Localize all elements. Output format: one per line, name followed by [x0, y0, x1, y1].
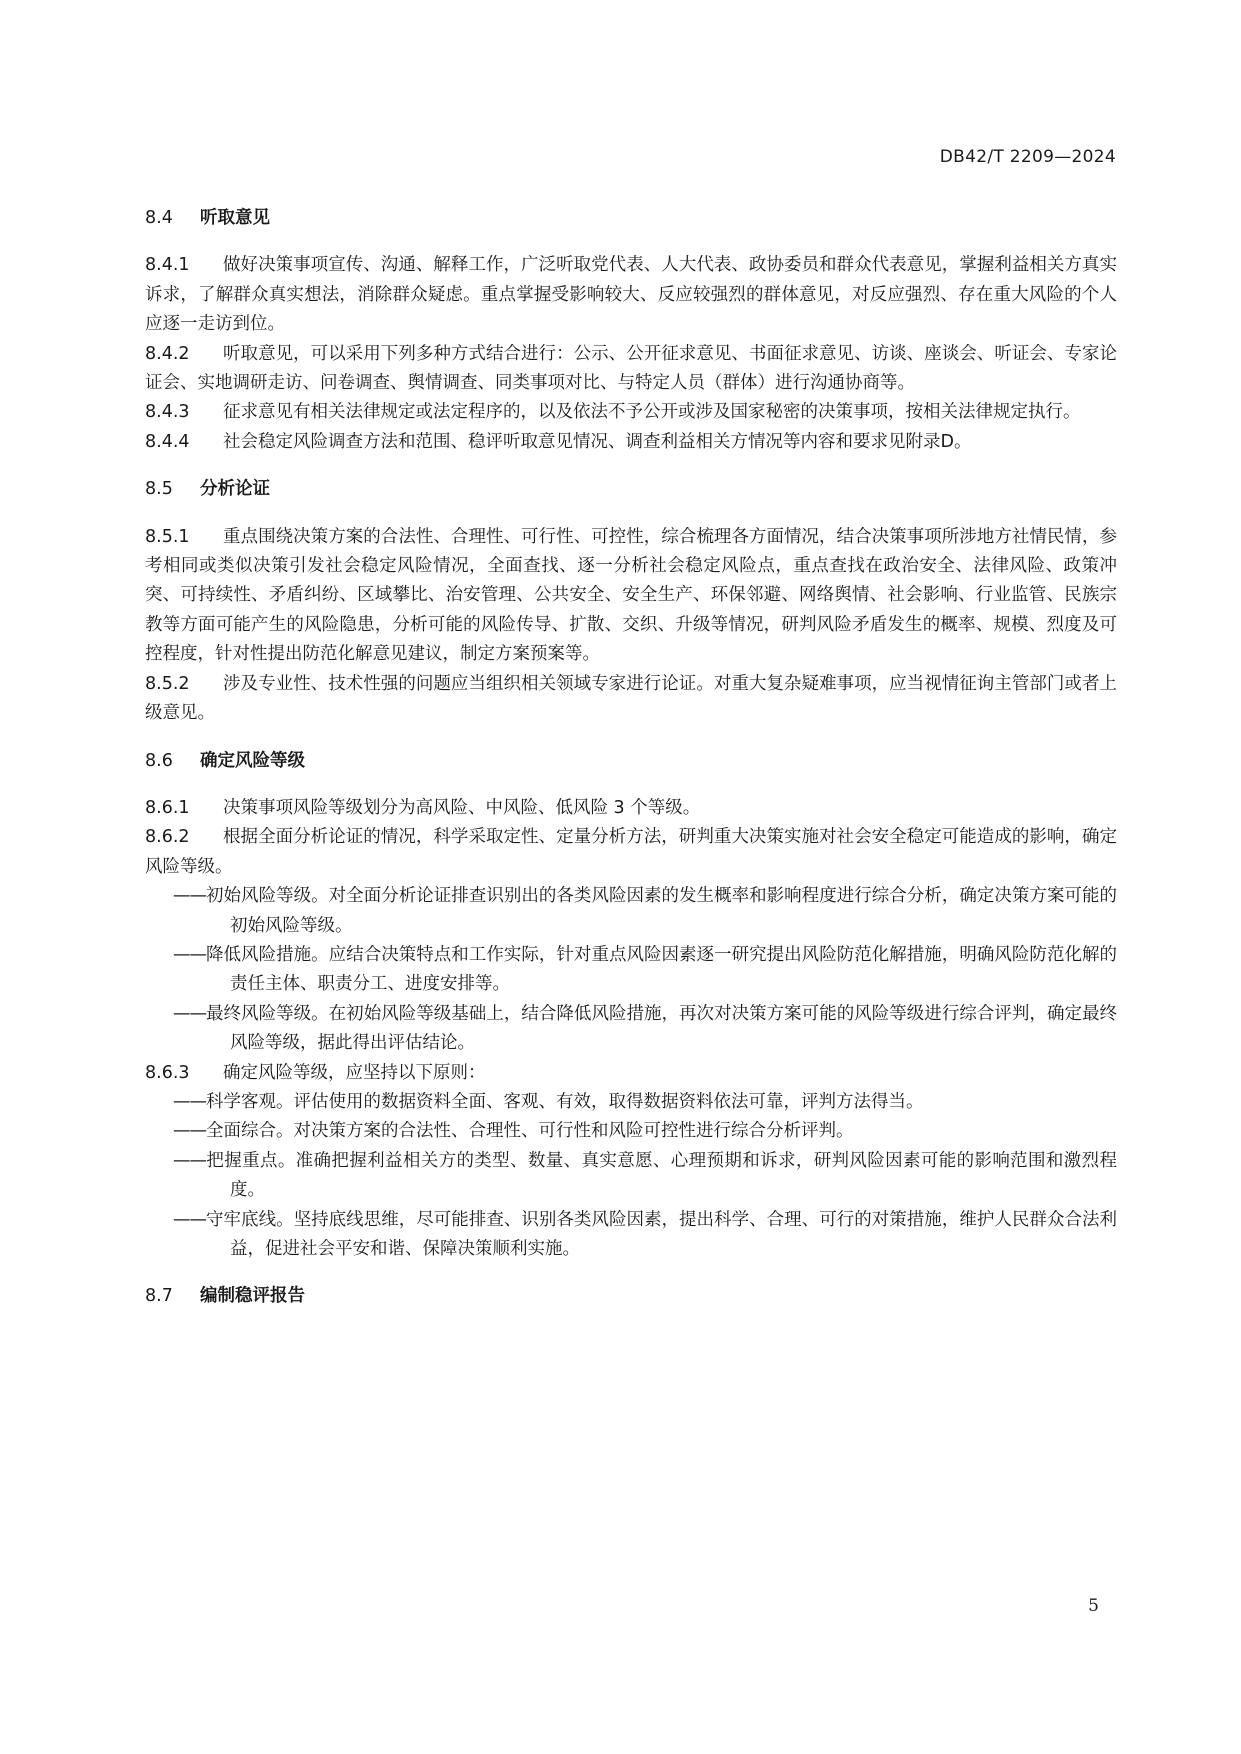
clause-text: 涉及专业性、技术性强的问题应当组织相关领域专家进行论证。对重大复杂疑难事项，应当视情征询主管部门或者上级意见。: [145, 673, 1117, 724]
clause-number: 8.6.3: [145, 1062, 190, 1083]
clause-text: 确定风险等级，应坚持以下原则：: [223, 1062, 486, 1083]
clause-number: 8.4.3: [145, 402, 190, 423]
clause-8-4-1: [145, 251, 1117, 339]
list-item-text: 最终风险等级。在初始风险等级基础上，结合降低风险措施，再次对决策方案可能的风险等级进行综合评判，确定最终风险等级，据此得出评估结论。: [206, 1003, 1117, 1054]
page-number: 5: [1088, 1596, 1099, 1616]
list-item: [145, 941, 1117, 1000]
clause-number: 8.6.2: [145, 827, 190, 848]
dash-marker: ——: [173, 886, 206, 907]
list-item: [145, 1000, 1117, 1059]
clause-number: 8.5.1: [145, 526, 190, 547]
section-number: 8.6: [145, 750, 173, 771]
clause-8-5-2: [145, 670, 1117, 729]
clause-8-5-1: [145, 523, 1117, 670]
clause-8-4-3: [145, 398, 1117, 427]
section-heading-8-5: [145, 475, 1117, 504]
section-number: 8.4: [145, 208, 173, 228]
list-item-text: 科学客观。评估使用的数据资料全面、客观、有效，取得数据资料依法可靠，评判方法得当。: [206, 1091, 924, 1112]
list-item: [145, 882, 1117, 941]
section-heading-8-7: [145, 1282, 1117, 1311]
list-item-text: 守牢底线。坚持底线思维，尽可能排查、识别各类风险因素，提出科学、合理、可行的对策措施，维护人民群众合法利益，促进社会平安和谐、保障决策顺利实施。: [206, 1209, 1117, 1259]
clause-number: 8.4.4: [145, 431, 190, 452]
list-item-text: 初始风险等级。对全面分析论证排查识别出的各类风险因素的发生概率和影响程度进行综合分析，确定决策方案可能的初始风险等级。: [206, 886, 1117, 936]
clause-text: 做好决策事项宣传、沟通、解释工作，广泛听取党代表、人大代表、政协委员和群众代表意见，掌握利益相关方真实诉求，了解群众真实想法，消除群众疑虑。重点掌握受影响较大、反应较强烈的群体意见，对反应强烈、存在重大风险的个人应逐一走访到位。: [145, 255, 1117, 335]
dash-marker: ——: [173, 944, 206, 965]
section-heading-8-4: [145, 204, 1117, 233]
clause-number: 8.6.1: [145, 797, 190, 818]
clause-8-6-1: [145, 794, 1117, 823]
clause-text: 决策事项风险等级划分为高风险、中风险、低风险 3 个等级。: [223, 797, 701, 818]
clause-8-4-2: [145, 340, 1117, 399]
clause-text: 征求意见有相关法律规定或法定程序的，以及依法不予公开或涉及国家秘密的决策事项，按相关法律规定执行。: [223, 402, 1081, 423]
dash-marker: ——: [173, 1209, 206, 1230]
list-item-text: 降低风险措施。应结合决策特点和工作实际，针对重点风险因素逐一研究提出风险防范化解措施，明确风险防范化解的责任主体、职责分工、进度安排等。: [206, 944, 1117, 995]
clause-8-4-4: [145, 428, 1117, 457]
clause-8-6-2: [145, 823, 1117, 882]
list-item: [145, 1206, 1117, 1265]
section-title: 编制稳评报告: [200, 1286, 305, 1307]
section-title: 确定风险等级: [200, 750, 305, 771]
dash-marker: ——: [173, 1121, 206, 1142]
section-title: 听取意见: [200, 208, 270, 228]
clause-text: 根据全面分析论证的情况，科学采取定性、定量分析方法，研判重大决策实施对社会安全稳定可能造成的影响，确定风险等级。: [145, 827, 1117, 877]
dash-marker: ——: [173, 1003, 206, 1024]
document-body: [145, 204, 1117, 1330]
clause-number: 8.5.2: [145, 673, 190, 694]
list-item: [145, 1088, 1117, 1117]
dash-marker: ——: [173, 1150, 206, 1171]
clause-8-6-3: [145, 1059, 1117, 1088]
clause-text: 重点围绕决策方案的合法性、合理性、可行性、可控性，综合梳理各方面情况，结合决策事项所涉地方社情民情，参考相同或类似决策引发社会稳定风险情况，全面查找、逐一分析社会稳定风险点，重点查找在政治安全、法律风险、政策冲突、可持续性、矛盾纠纷、区域攀比、治安管理、公共安全、安全生产、环保邻避、网络舆情、社会影响、行业监管、民族宗教等方面可能产生的风险隐患，分析可能的风险传导、扩散、交织、升级等情况，研判风险矛盾发生的概率、规模、烈度及可控程度，针对性提出防范化解意见建议，制定方案预案等。: [145, 526, 1117, 665]
list-item: [145, 1117, 1117, 1146]
list-item: [145, 1147, 1117, 1206]
section-number: 8.5: [145, 479, 173, 500]
clause-text: 社会稳定风险调查方法和范围、稳评听取意见情况、调查利益相关方情况等内容和要求见附录D。: [223, 431, 972, 452]
list-item-text: 全面综合。对决策方案的合法性、合理性、可行性和风险可控性进行综合分析评判。: [206, 1121, 854, 1142]
clause-text: 听取意见，可以采用下列多种方式结合进行：公示、公开征求意见、书面征求意见、访谈、座谈会、听证会、专家论证会、实地调研走访、问卷调查、舆情调查、同类事项对比、与特定人员（群体）进行沟通协商等。: [145, 343, 1117, 394]
list-item-text: 把握重点。准确把握利益相关方的类型、数量、真实意愿、心理预期和诉求，研判风险因素可能的影响范围和激烈程度。: [206, 1150, 1117, 1201]
section-number: 8.7: [145, 1286, 173, 1307]
section-title: 分析论证: [200, 479, 270, 500]
document-code: DB42/T 2209—2024: [939, 147, 1116, 167]
dash-marker: ——: [173, 1091, 206, 1112]
clause-number: 8.4.1: [145, 255, 190, 276]
clause-number: 8.4.2: [145, 343, 190, 364]
section-heading-8-6: [145, 747, 1117, 776]
